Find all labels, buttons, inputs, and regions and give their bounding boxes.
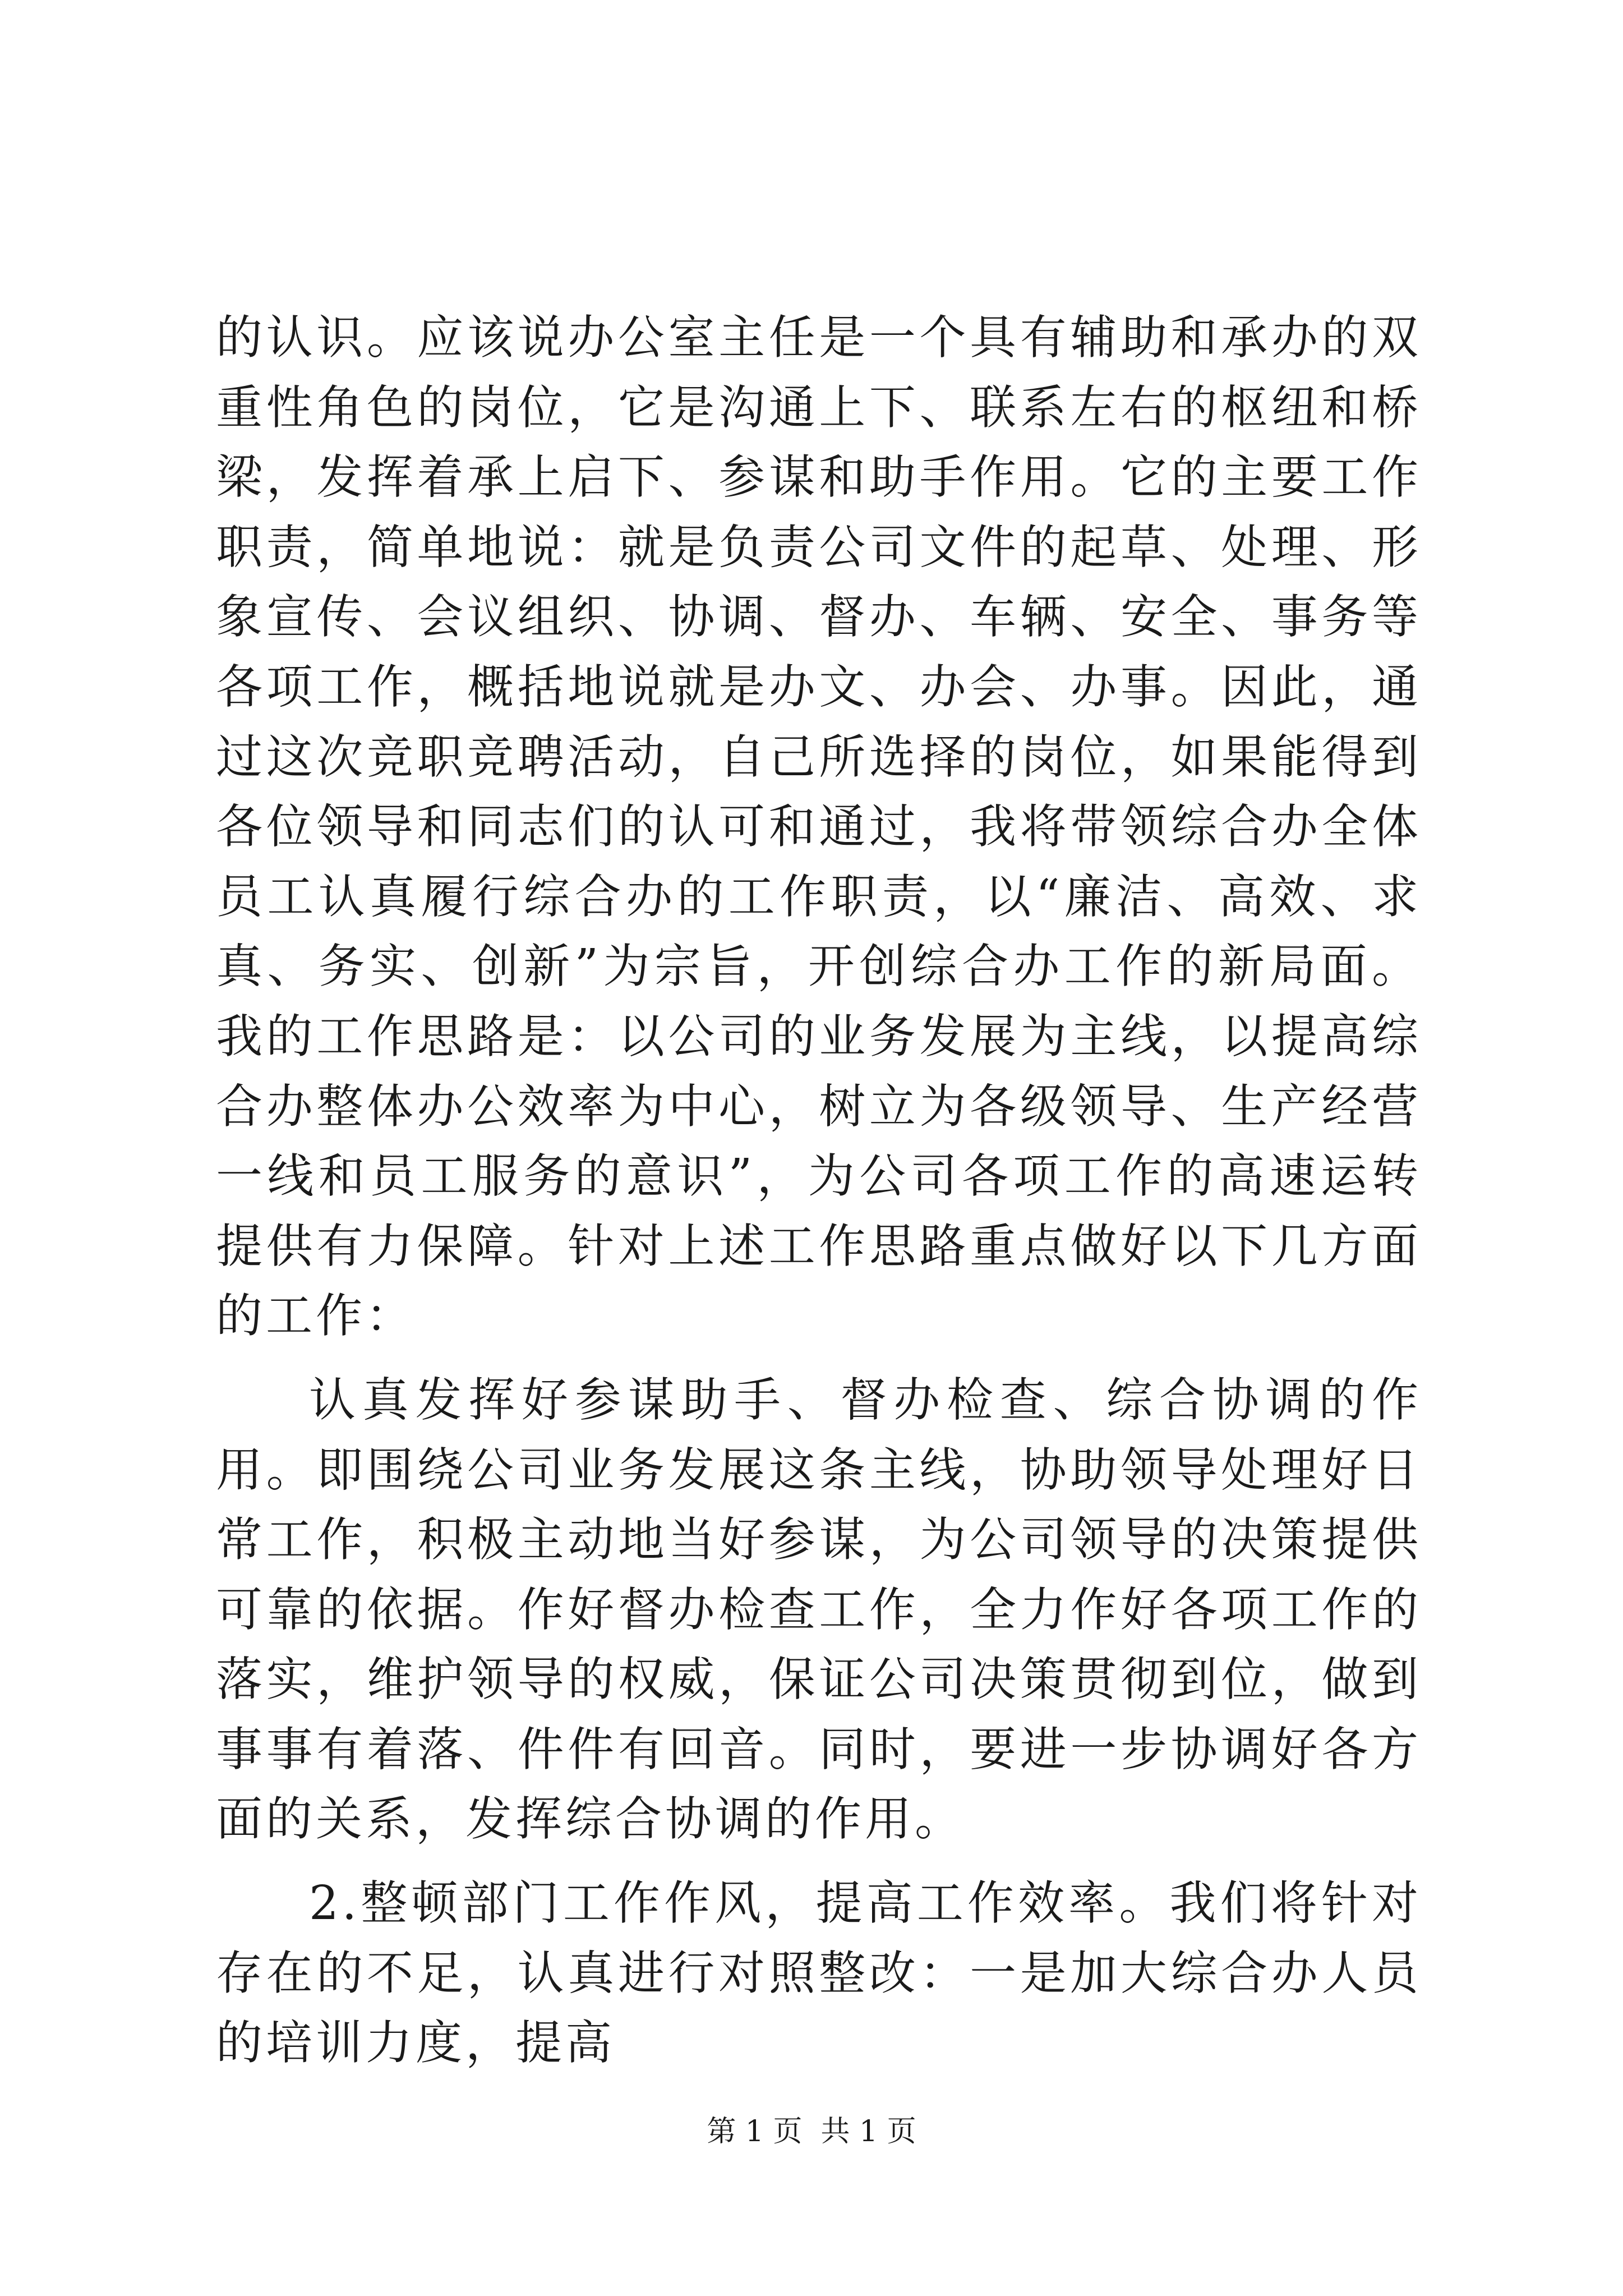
paragraph-2: 认真发挥好参谋助手、督办检查、综合协调的作用。即围绕公司业务发展这条主线，协助领导处理好日常工作，积极主动地当好参谋，为公司领导的决策提供可靠的依据。作好督办检查工作，全力作好各项工作的落实，维护领导的权威，保证公司决策贯彻到位，做到事事有着落、件件有回音。同时，要进一步协调好各方面的关系，发挥综合协调的作用。 [216, 1372, 1422, 1847]
paragraph-gap [216, 1855, 1422, 1869]
document-body [216, 303, 1422, 2078]
paragraph-3: 2.整顿部门工作作风，提高工作效率。我们将针对存在的不足，认真进行对照整改：一是加大综合办人员的培训力度，提高 [216, 1876, 1422, 2070]
page-footer [0, 2112, 1623, 2151]
page-number-label: 第 1 页 共 1 页 [707, 2115, 916, 2148]
paragraph-1: 的认识。应该说办公室主任是一个具有辅助和承办的双重性角色的岗位，它是沟通上下、联系左右的枢纽和桥梁，发挥着承上启下、参谋和助手作用。它的主要工作职责，简单地说：就是负责公司文件的起草、处理、形象宣传、会议组织、协调、督办、车辆、安全、事务等各项工作，概括地说就是办文、办会、办事。因此，通过这次竞职竞聘活动，自己所选择的岗位，如果能得到各位领导和同志们的认可和通过，我将带领综合办全体员工认真履行综合办的工作职责，以“廉洁、高效、求真、务实、创新”为宗旨，开创综合办工作的新局面。我的工作思路是：以公司的业务发展为主线，以提高综合办整体办公效率为中心，树立为各级领导、生产经营一线和员工服务的意识”，为公司各项工作的高速运转提供有力保障。针对上述工作思路重点做好以下几方面的工作： [216, 310, 1422, 1343]
paragraph-gap [216, 1351, 1422, 1365]
